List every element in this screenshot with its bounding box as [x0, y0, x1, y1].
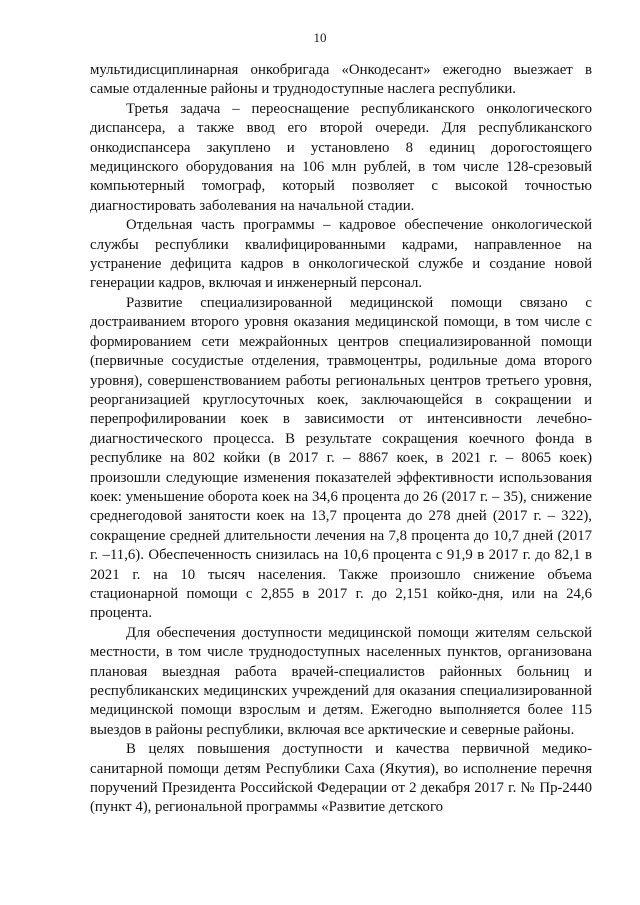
paragraph-third-task: Третья задача – переоснащение республиканского онкологического диспансера, а также ввод его второй очереди. Для республиканского онкодиспансера закуплено и установлено 8 единиц дорогостоящего медицинского оборудования на 106 млн рублей, в том числе 128-срезовый компьютерный томограф, который позволяет с высокой точностью диагностировать заболевания на начальной стадии.: [90, 100, 592, 214]
paragraph-rural-access: Для обеспечения доступности медицинской помощи жителям сельской местности, в том числе труднодоступных населенных пунктов, организована плановая выездная работа врачей-специалистов районных больниц и республиканских медицинских учреждений для оказания специализированной медицинской помощи взрослым и детям. Ежегодно выполняется более 115 выездов в районы республики, включая все арктические и северные районы.: [90, 624, 592, 738]
paragraph-children-care: В целях повышения доступности и качества первичной медико-санитарной помощи детям Республики Саха (Якутия), во исполнение перечня поручений Президента Российской Федерации от 2 декабря 2017 г. № Пр-2440 (пункт 4), региональной программы «Развитие детского: [90, 741, 592, 816]
paragraph-specialized-care: Развитие специализированной медицинской помощи связано с достраиванием второго уровня оказания медицинской помощи, в том числе с формированием сети межрайонных центров специализированной помощи (первичные сосудистые отделения, травмоцентры, родильные дома второго уровня), совершенствованием работы региональных центров третьего уровня, реорганизацией круглосуточных коек, заключающейся в сокращении и перепрофилировании коек в зависимости от интенсивности лечебно-диагностического процесса. В результате сокращения коечного фонда в республике на 802 койки (в 2017 г. – 8867 коек, в 2021 г. – 8065 коек) произошли следующие изменения показателей эффективности использования коек: уменьшение оборота коек на 34,6 процента до 26 (2017 г. – 35), снижение среднегодовой занятости коек на 13,7 процента до 278 дней (2017 г. – 322), сокращение средней длительности лечения на 7,8 процента до 10,7 дней (2017 г. –11,6). Обеспеченность снизилась на 10,6 процента с 91,9 в 2017 г. до 82,1 в 2021 г. на 10 тысяч населения. Также произошло снижение объема стационарной помощи с 2,855 в 2017 г. до 2,151 койко-дня, или на 24,6 процента.: [90, 294, 592, 622]
document-body: [90, 61, 592, 818]
paragraph-staffing: Отдельная часть программы – кадровое обеспечение онкологической службы республики квалифицированными кадрами, направленное на устранение дефицита кадров в онкологической службе и создание новой генерации кадров, включая и инженерный персонал.: [90, 217, 592, 292]
paragraph-continuation: мультидисциплинарная онкобригада «Онкодесант» ежегодно выезжает в самые отдаленные районы и труднодоступные наслега республики.: [90, 62, 592, 98]
page-number: 10: [313, 30, 327, 45]
